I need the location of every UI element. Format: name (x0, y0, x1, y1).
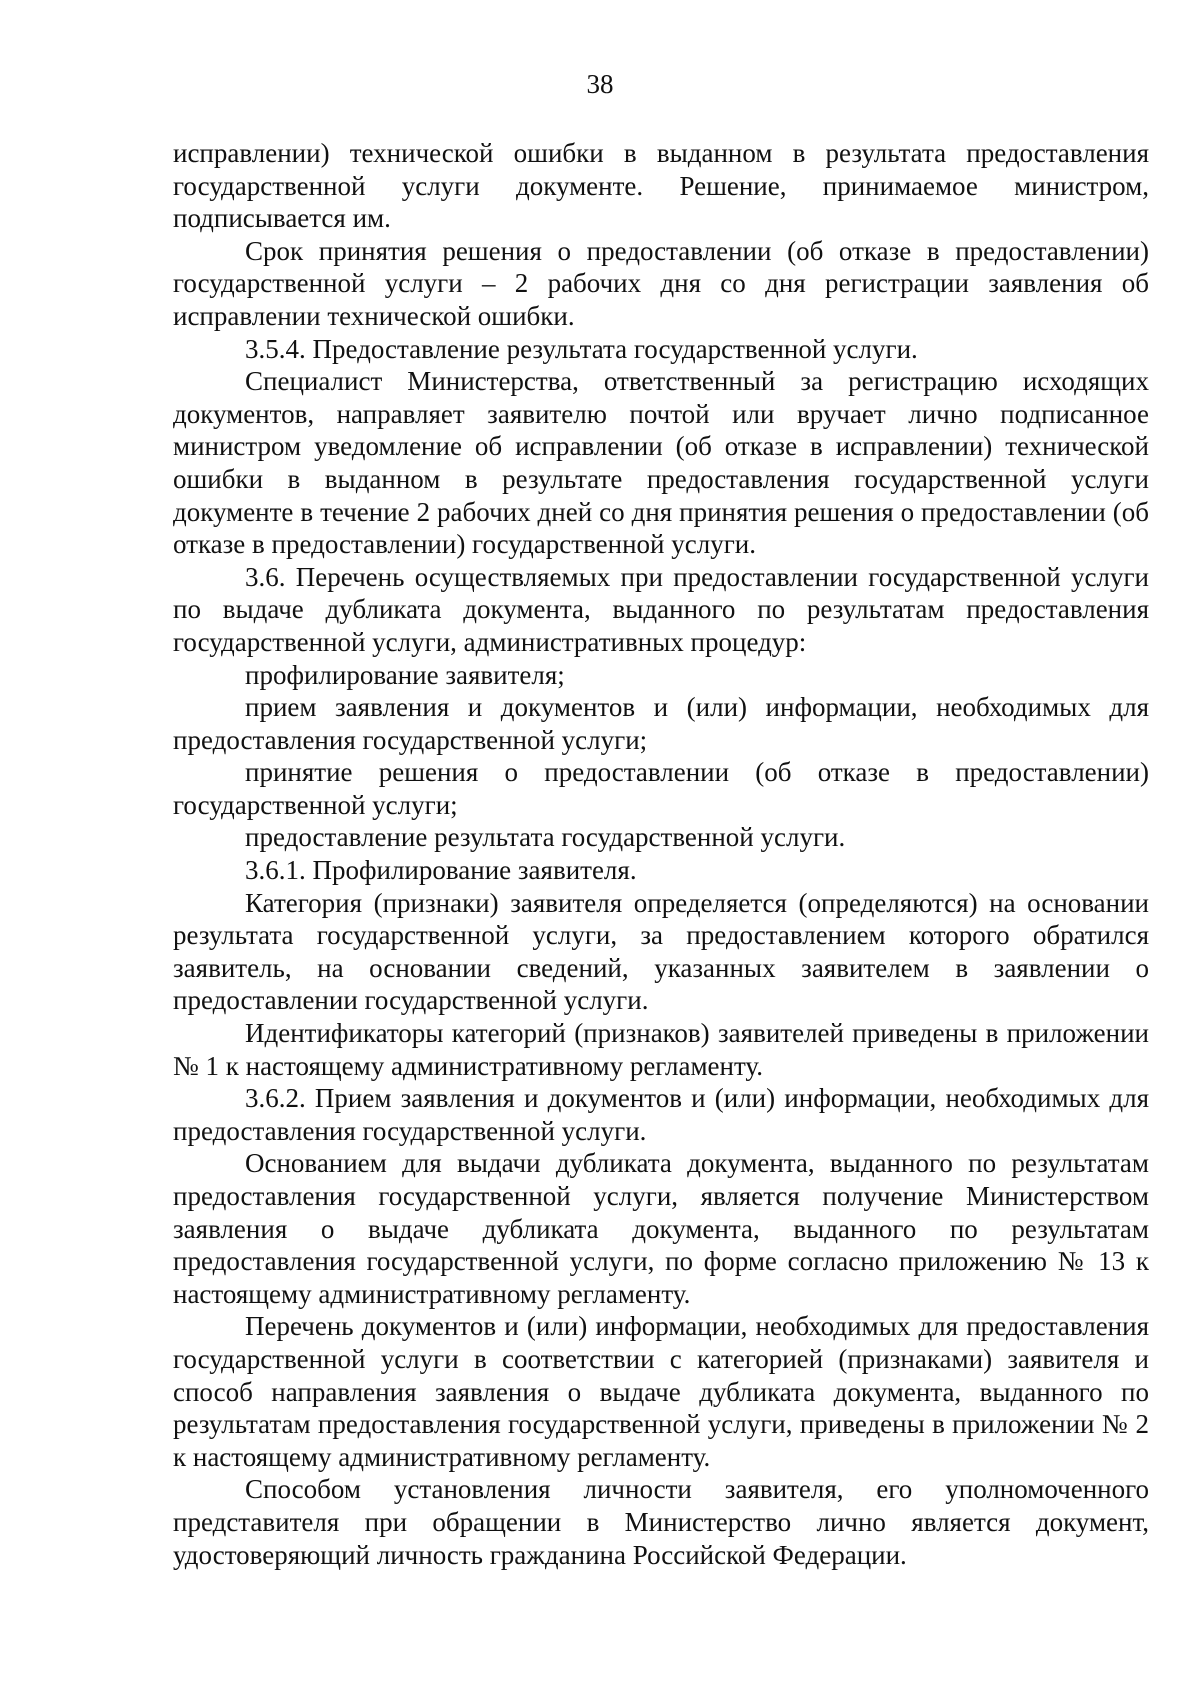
paragraph: Перечень документов и (или) информации, необходимых для предоставления государственной услуги в соответствии с категорией (признаками) заявителя и способ направления заявления о выдаче дубликата документа, выданного по результатам предоставления государственной услуги, приведены в приложении № 2 к настоящему административному регламенту. (173, 1311, 1149, 1472)
paragraph: принятие решения о предоставлении (об отказе в предоставлении) государственной услуги; (173, 757, 1149, 820)
paragraph: предоставление результата государственной услуги. (245, 822, 846, 853)
paragraph: Идентификаторы категорий (признаков) заявителей приведены в приложении № 1 к настоящему административному регламенту. (173, 1018, 1149, 1081)
paragraph: Специалист Министерства, ответственный за регистрацию исходящих документов, направляет заявителю почтой или вручает лично подписанное министром уведомление об исправлении (об отказе в исправлении) технической ошибки в выданном в результате предоставления государственной услуги документе в течение 2 рабочих дней со дня принятия решения о предоставлении (об отказе в предоставлении) государственной услуги. (173, 366, 1149, 560)
paragraph: Основанием для выдачи дубликата документа, выданного по результатам предоставления государственной услуги, является получение Министерством заявления о выдаче дубликата документа, выданного по результатам предоставления государственной услуги, по форме согласно приложению № 13 к настоящему административному регламенту. (173, 1148, 1149, 1309)
paragraph: Срок принятия решения о предоставлении (об отказе в предоставлении) государственной услуги – 2 рабочих дня со дня регистрации заявления об исправлении технической ошибки. (173, 235, 1149, 331)
paragraph: Категория (признаки) заявителя определяется (определяются) на основании результата государственной услуги, за предоставлением которого обратился заявитель, на основании сведений, указанных заявителем в заявлении о предоставлении государственной услуги. (173, 887, 1149, 1016)
paragraph: прием заявления и документов и (или) информации, необходимых для предоставления государственной услуги; (173, 692, 1149, 755)
paragraph: 3.6.2. Прием заявления и документов и (или) информации, необходимых для предоставления государственной услуги. (173, 1083, 1149, 1146)
paragraph: 3.5.4. Предоставление результата государственной услуги. (245, 333, 918, 364)
paragraph: профилирование заявителя; (245, 659, 565, 690)
document-body (173, 137, 1149, 1571)
paragraph: 3.6.1. Профилирование заявителя. (245, 855, 637, 886)
paragraph: 3.6. Перечень осуществляемых при предоставлении государственной услуги по выдаче дубликата документа, выданного по результатам предоставления государственной услуги, административных процедур: (173, 561, 1149, 657)
paragraph: исправлении) технической ошибки в выданном в результата предоставления государственной услуги документе. Решение, принимаемое министром, подписывается им. (173, 138, 1149, 234)
page-number: 38 (586, 69, 614, 99)
paragraph: Способом установления личности заявителя, его уполномоченного представителя при обращении в Министерство лично является документ, удостоверяющий личность гражданина Российской Федерации. (173, 1474, 1149, 1570)
